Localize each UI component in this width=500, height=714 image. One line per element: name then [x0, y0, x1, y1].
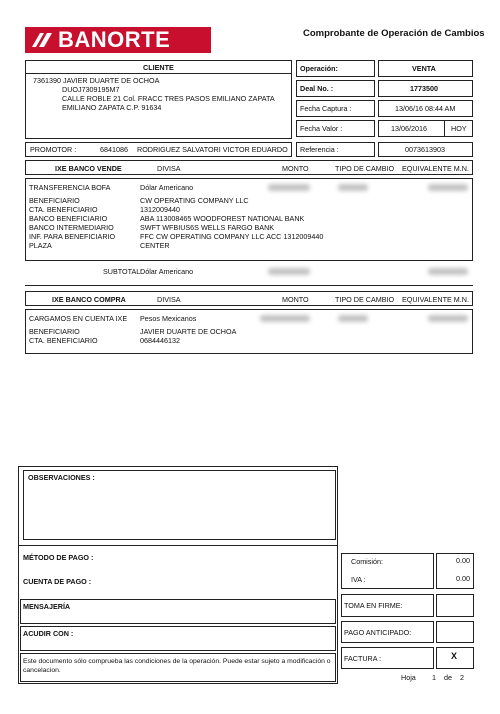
brand-name: BANORTE: [58, 27, 171, 52]
operacion-label: Operación:: [300, 64, 338, 73]
redacted-amount: [268, 184, 310, 191]
compra-row-value: Pesos Mexicanos: [140, 314, 197, 323]
vende-row-value: CW OPERATING COMPANY LLC: [140, 196, 249, 205]
mensajeria-label: MENSAJERÍA: [23, 602, 71, 611]
acudir-label: ACUDIR CON :: [23, 629, 74, 638]
vende-row-label: TRANSFERENCIA BOFA: [29, 183, 111, 192]
page-current: 1: [432, 673, 436, 682]
client-line: CALLE ROBLE 21 Col. FRACC TRES PASOS EMILIANO ZAPATA: [62, 94, 275, 103]
disclaimer-line: Este documento sólo comprueba las condiciones de la operación. Puede estar sujeto a modificación o: [23, 658, 331, 665]
vende-header: DIVISA: [157, 164, 181, 173]
redacted-amount: [260, 315, 310, 322]
compra-header: EQUIVALENTE M.N.: [402, 295, 469, 304]
compra-row-label: BENEFICIARIO: [29, 327, 80, 336]
banorte-mark-icon: [31, 31, 53, 49]
observaciones-label: OBSERVACIONES :: [28, 473, 95, 482]
vende-header: EQUIVALENTE M.N.: [402, 164, 469, 173]
vende-row-value: Dólar Americano: [140, 183, 194, 192]
page-of: de: [444, 673, 452, 682]
client-line: DUOJ7309195M7: [62, 85, 120, 94]
vende-row-label: INF. PARA BENEFICIARIO: [29, 232, 116, 241]
deal-value: 1773500: [410, 84, 438, 93]
iva-value: 0.00: [456, 574, 470, 583]
factura-value: X: [451, 651, 458, 661]
compra-header: MONTO: [282, 295, 309, 304]
compra-row-label: CARGAMOS EN CUENTA IXE: [29, 314, 128, 323]
comision-value: 0.00: [456, 556, 470, 565]
cuenta-pago-label: CUENTA DE PAGO :: [23, 577, 92, 586]
fecha-valor-label: Fecha Valor :: [300, 124, 343, 133]
vende-row-label: CTA. BENEFICIARIO: [29, 205, 98, 214]
promotor-name: RODRIGUEZ SALVATORI VICTOR EDUARDO: [137, 145, 288, 154]
redacted-rate: [338, 315, 368, 322]
factura-label: FACTURA :: [344, 654, 382, 663]
vende-row-value: CENTER: [140, 241, 170, 250]
compra-row-value: 0684446132: [140, 336, 180, 345]
vende-row-value: 1312009440: [140, 205, 180, 214]
toma-firme-value-cell: [436, 594, 474, 617]
promotor-id: 6841086: [100, 145, 128, 154]
client-line: EMILIANO ZAPATA C.P. 91634: [62, 103, 162, 112]
document-title: Comprobante de Operación de Cambios: [303, 28, 485, 39]
vende-row-value: SWFT WFBIUS6S WELLS FARGO BANK: [140, 223, 275, 232]
vende-header: IXE BANCO VENDE: [55, 164, 122, 173]
fecha-valor-value: 13/06/2016: [391, 124, 427, 133]
pago-anticipado-value-cell: [436, 621, 474, 643]
operacion-value: VENTA: [412, 64, 436, 73]
metodo-pago-label: MÉTODO DE PAGO :: [23, 553, 94, 562]
compra-header: TIPO DE CAMBIO: [335, 295, 395, 304]
deal-label: Deal No. :: [300, 84, 334, 93]
subtotal-divisa: Dólar Americano: [140, 267, 194, 276]
redacted-equivalent: [428, 315, 468, 322]
disclaimer-line: cancelacion.: [23, 667, 61, 674]
comision-label: Comisión:: [351, 557, 383, 566]
client-header: CLIENTE: [143, 63, 174, 72]
client-line: 7361390 JAVIER DUARTE DE OCHOA: [33, 76, 160, 85]
compra-header: IXE BANCO COMPRA: [52, 295, 126, 304]
compra-row-value: JAVIER DUARTE DE OCHOA: [140, 327, 237, 336]
banorte-logo: [25, 27, 211, 53]
vende-row-value: ABA 113008465 WOODFOREST NATIONAL BANK: [140, 214, 305, 223]
toma-firme-label: TOMA EN FIRME:: [344, 601, 403, 610]
redacted-amount: [268, 268, 310, 275]
redacted-equivalent: [428, 268, 468, 275]
promotor-label: PROMOTOR :: [30, 145, 77, 154]
vende-row-value: FFC CW OPERATING COMPANY LLC ACC 1312009440: [140, 232, 324, 241]
fecha-captura-label: Fecha Captura :: [300, 104, 352, 113]
referencia-value: 0073613903: [405, 145, 445, 154]
page-label: Hoja: [401, 673, 416, 682]
compra-row-label: CTA. BENEFICIARIO: [29, 336, 98, 345]
redacted-rate: [338, 184, 368, 191]
pago-anticipado-label: PAGO ANTICIPADO:: [344, 628, 412, 637]
redacted-equivalent: [428, 184, 468, 191]
referencia-label: Referencia :: [300, 145, 339, 154]
vende-row-label: BENEFICIARIO: [29, 196, 80, 205]
vende-header: MONTO: [282, 164, 309, 173]
vende-row-label: PLAZA: [29, 241, 52, 250]
fecha-valor-tag: HOY: [451, 124, 467, 133]
compra-header: DIVISA: [157, 295, 181, 304]
subtotal-label: SUBTOTAL:: [103, 267, 143, 276]
fecha-captura-value: 13/06/16 08:44 AM: [395, 104, 456, 113]
vende-header: TIPO DE CAMBIO: [335, 164, 395, 173]
vende-row-label: BANCO INTERMEDIARIO: [29, 223, 114, 232]
page-total: 2: [460, 673, 464, 682]
vende-row-label: BANCO BENEFICIARIO: [29, 214, 108, 223]
iva-label: IVA :: [351, 575, 366, 584]
